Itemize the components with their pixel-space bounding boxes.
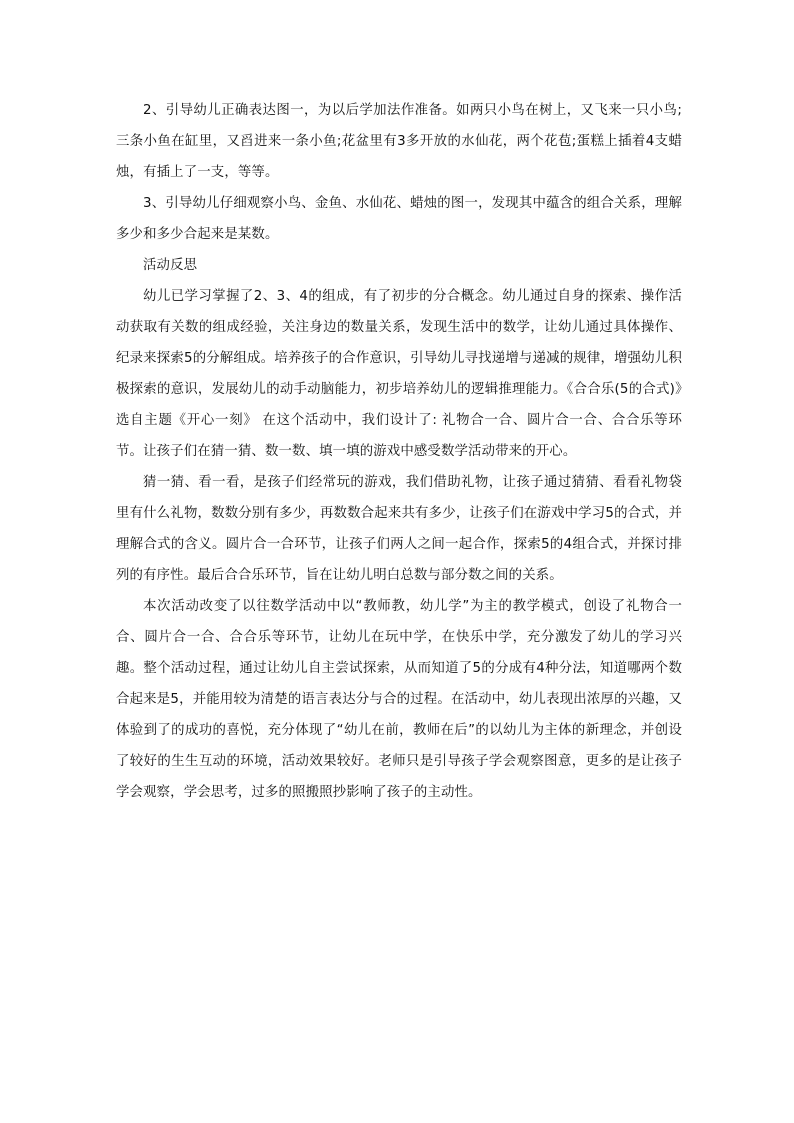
paragraph-reflection-1: 幼儿已学习掌握了2、3、4的组成，有了初步的分合概念。幼儿通过自身的探索、操作活动获取有关数的组成经验，关注身边的数量关系，发现生活中的数学，让幼儿通过具体操作、纪录来探索5的分解组成。培养孩子的合作意识，引导幼儿寻找递增与递减的规律，增强幼儿积极探索的意识，发展幼儿的动手动脑能力，初步培养幼儿的逻辑推理能力。《合合乐(5的合式)》选自主题《开心一刻》 在这个活动中，我们设计了: 礼物合一合、圆片合一合、合合乐等环节。让孩子们在猜一猜、数一数、填一填的游戏中感受数学活动带来的开心。: [116, 289, 682, 459]
paragraph-reflection-3: 本次活动改变了以往数学活动中以“教师教，幼儿学”为主的教学模式，创设了礼物合一合、圆片合一合、合合乐等环节，让幼儿在玩中学，在快乐中学，充分激发了幼儿的学习兴趣。整个活动过程，通过让幼儿自主尝试探索，从而知道了5的分成有4种分法，知道哪两个数合起来是5，并能用较为清楚的语言表达分与合的过程。在活动中，幼儿表现出浓厚的兴趣，又体验到了的成功的喜悦，充分体现了“幼儿在前，教师在后”的以幼儿为主体的新理念，并创设了较好的生生互动的环境，活动效果较好。老师只是引导孩子学会观察图意，更多的是让孩子学会观察，学会思考，过多的照搬照抄影响了孩子的主动性。: [116, 599, 682, 800]
paragraph-reflection-2: 猜一猜、看一看，是孩子们经常玩的游戏，我们借助礼物，让孩子通过猜猜、看看礼物袋里有什么礼物，数数分别有多少，再数数合起来共有多少，让孩子们在游戏中学习5的合式，并理解合式的含义。圆片合一合环节，让孩子们两人之间一起合作，探索5的4组合式，并探讨排列的有序性。最后合合乐环节，旨在让幼儿明白总数与部分数之间的关系。: [116, 475, 682, 583]
paragraph-step-3: 3、引导幼儿仔细观察小鸟、金鱼、水仙花、蜡烛的图一，发现其中蕴含的组合关系，理解多少和多少合起来是某数。: [116, 196, 682, 242]
section-heading-reflection: 活动反思: [143, 258, 198, 273]
paragraph-step-2: 2、引导幼儿正确表达图一，为以后学加法作准备。如两只小鸟在树上，又飞来一只小鸟;三条小鱼在缸里，又舀进来一条小鱼;花盆里有3多开放的水仙花，两个花苞;蛋糕上插着4支蜡烛，有插上了一支，等等。: [116, 103, 682, 180]
document-body: [116, 95, 682, 808]
